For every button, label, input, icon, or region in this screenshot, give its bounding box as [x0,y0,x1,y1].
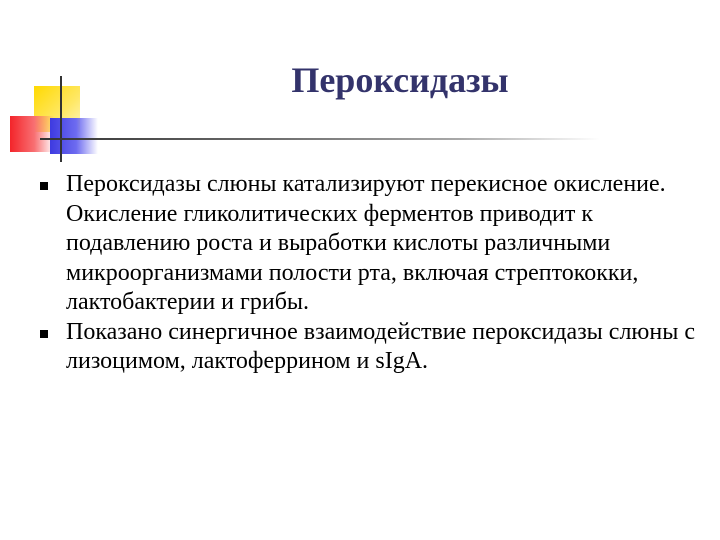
slide-title: Пероксидазы [291,60,509,100]
decorative-logo [0,0,110,170]
bullet-text: Показано синергичное взаимодействие пероксидазы слюны с лизоцимом, лактоферрином и sIgA. [66,318,695,374]
bullet-item [40,170,700,318]
bullet-list [40,170,700,377]
bullet-text: Пероксидазы слюны катализируют перекисное окисление. Окисление гликолитических ферментов приводит к подавлению роста и выработки кислоты различными микроорганизмами полости рта, включая стрептококки, лактобактерии и грибы. [66,171,666,315]
bullet-square-icon [40,330,48,338]
vertical-line [60,76,62,162]
blue-square [50,118,98,154]
bullet-item [40,318,700,377]
title-divider [40,138,600,140]
red-square [10,116,54,152]
bullet-square-icon [40,182,48,190]
